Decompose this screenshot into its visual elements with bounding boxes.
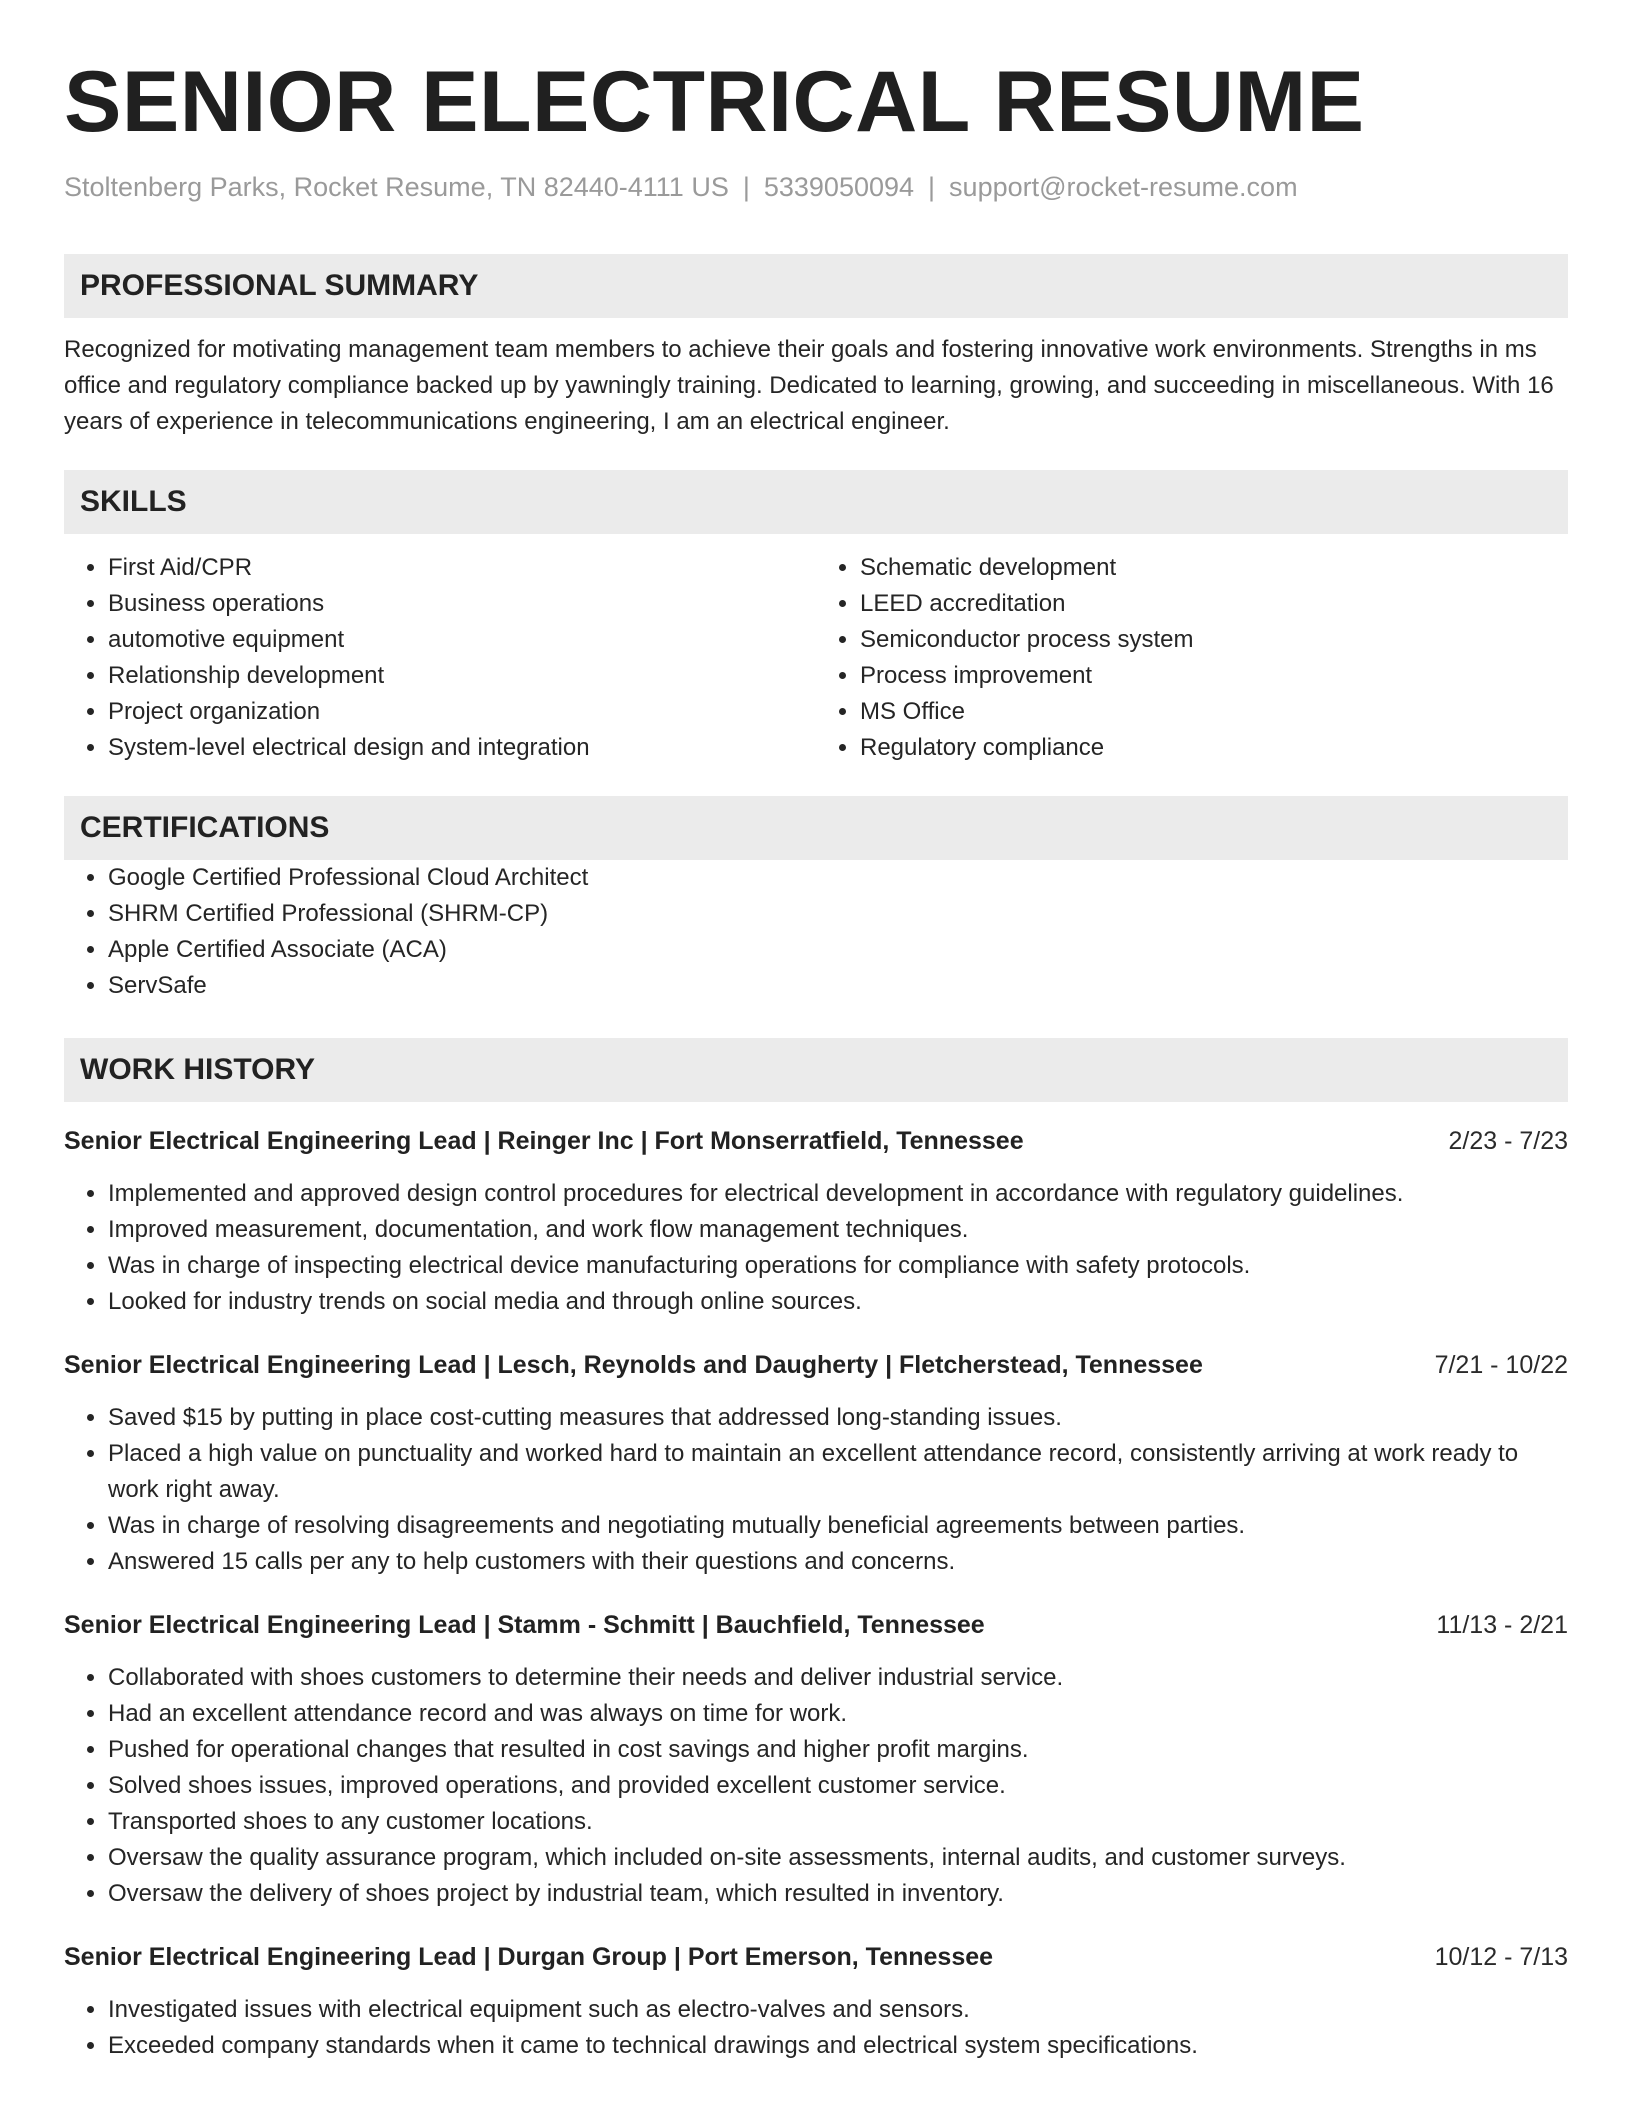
job-dates: 10/12 - 7/13 bbox=[1434, 1943, 1568, 1971]
section-header-certifications: CERTIFICATIONS bbox=[64, 796, 1568, 860]
skill-item: • Process improvement bbox=[860, 658, 1568, 694]
section-header-skills: SKILLS bbox=[64, 470, 1568, 534]
job-bullets bbox=[64, 1660, 1568, 1912]
job-title: Senior Electrical Engineering Lead | Stamm - Schmitt | Bauchfield, Tennessee bbox=[64, 1611, 985, 1639]
contact-separator: | bbox=[928, 172, 936, 202]
job-bullet: • Investigated issues with electrical equipment such as electro-valves and sensors. bbox=[108, 1992, 1568, 2028]
job-bullets bbox=[64, 1176, 1568, 1320]
contact-phone: 5339050094 bbox=[763, 172, 915, 202]
contact-line bbox=[64, 170, 1568, 204]
job-dates: 7/21 - 10/22 bbox=[1434, 1351, 1568, 1379]
skill-item: • Relationship development bbox=[108, 658, 816, 694]
skill-item: • Project organization bbox=[108, 694, 816, 730]
job-bullets bbox=[64, 1400, 1568, 1580]
job-bullet: • Placed a high value on punctuality and worked hard to maintain an excellent attendance record, consistently arriving at work ready to work right away. bbox=[108, 1436, 1568, 1508]
certification-item: • ServSafe bbox=[108, 968, 1568, 1004]
job-header bbox=[64, 1348, 1568, 1382]
resume-name: SENIOR ELECTRICAL RESUME bbox=[64, 54, 1365, 150]
job-header bbox=[64, 1608, 1568, 1642]
certification-item: • Google Certified Professional Cloud Architect bbox=[108, 860, 1568, 896]
job-entry bbox=[64, 1124, 1568, 1320]
skills-list-left bbox=[64, 550, 816, 766]
job-dates: 11/13 - 2/21 bbox=[1436, 1611, 1568, 1639]
job-entry bbox=[64, 1608, 1568, 1912]
skills-list-right bbox=[816, 550, 1568, 766]
skill-item: • First Aid/CPR bbox=[108, 550, 816, 586]
job-bullet: • Improved measurement, documentation, and work flow management techniques. bbox=[108, 1212, 1568, 1248]
summary-text: Recognized for motivating management team members to achieve their goals and fostering innovative work environments. Strengths in ms office and regulatory compliance backed up by yawningly training. Dedicated to learning, growing, and succeeding in miscellaneous. With 16 years of experience in telecommunications engineering, I am an electrical engineer. bbox=[64, 336, 1554, 435]
skill-item: • Business operations bbox=[108, 586, 816, 622]
job-bullet: • Was in charge of resolving disagreements and negotiating mutually beneficial agreements between parties. bbox=[108, 1508, 1568, 1544]
job-header bbox=[64, 1940, 1568, 1974]
job-entry bbox=[64, 1348, 1568, 1580]
certification-item: • Apple Certified Associate (ACA) bbox=[108, 932, 1568, 968]
job-dates: 2/23 - 7/23 bbox=[1448, 1127, 1568, 1155]
job-bullet: • Answered 15 calls per any to help customers with their questions and concerns. bbox=[108, 1544, 1568, 1580]
job-bullet: • Oversaw the delivery of shoes project by industrial team, which resulted in inventory. bbox=[108, 1876, 1568, 1912]
skill-item: • Schematic development bbox=[860, 550, 1568, 586]
job-title: Senior Electrical Engineering Lead | Durgan Group | Port Emerson, Tennessee bbox=[64, 1943, 994, 1971]
skill-item: • automotive equipment bbox=[108, 622, 816, 658]
contact-email: support@rocket-resume.com bbox=[949, 172, 1298, 202]
job-bullet: • Pushed for operational changes that resulted in cost savings and higher profit margins. bbox=[108, 1732, 1568, 1768]
section-header-summary: PROFESSIONAL SUMMARY bbox=[64, 254, 1568, 318]
job-bullet: • Oversaw the quality assurance program, which included on-site assessments, internal audits, and customer surveys. bbox=[108, 1840, 1568, 1876]
skill-item: • LEED accreditation bbox=[860, 586, 1568, 622]
job-entry bbox=[64, 1940, 1568, 2064]
certifications-list bbox=[64, 860, 1568, 1004]
job-bullet: • Exceeded company standards when it came to technical drawings and electrical system specifications. bbox=[108, 2028, 1568, 2064]
job-bullet: • Transported shoes to any customer locations. bbox=[108, 1804, 1568, 1840]
section-header-work-history: WORK HISTORY bbox=[64, 1038, 1568, 1102]
job-bullet: • Collaborated with shoes customers to determine their needs and deliver industrial service. bbox=[108, 1660, 1568, 1696]
skill-item: • Semiconductor process system bbox=[860, 622, 1568, 658]
certification-item: • SHRM Certified Professional (SHRM-CP) bbox=[108, 896, 1568, 932]
contact-address: Stoltenberg Parks, Rocket Resume, TN 82440-4111 US bbox=[64, 172, 729, 202]
skill-item: • MS Office bbox=[860, 694, 1568, 730]
resume-page bbox=[64, 0, 1568, 2064]
job-title: Senior Electrical Engineering Lead | Lesch, Reynolds and Daugherty | Fletcherstead, Tennessee bbox=[64, 1351, 1203, 1379]
job-title: Senior Electrical Engineering Lead | Reinger Inc | Fort Monserratfield, Tennessee bbox=[64, 1127, 1024, 1155]
job-bullets bbox=[64, 1992, 1568, 2064]
contact-separator: | bbox=[742, 172, 750, 202]
skills-columns bbox=[64, 550, 1568, 766]
job-bullet: • Was in charge of inspecting electrical device manufacturing operations for compliance with safety protocols. bbox=[108, 1248, 1568, 1284]
job-bullet: • Solved shoes issues, improved operations, and provided excellent customer service. bbox=[108, 1768, 1568, 1804]
job-bullet: • Implemented and approved design control procedures for electrical development in accordance with regulatory guidelines. bbox=[108, 1176, 1568, 1212]
job-header bbox=[64, 1124, 1568, 1158]
job-bullet: • Saved $15 by putting in place cost-cutting measures that addressed long-standing issues. bbox=[108, 1400, 1568, 1436]
skill-item: • System-level electrical design and integration bbox=[108, 730, 816, 766]
job-bullet: • Had an excellent attendance record and was always on time for work. bbox=[108, 1696, 1568, 1732]
skill-item: • Regulatory compliance bbox=[860, 730, 1568, 766]
job-bullet: • Looked for industry trends on social media and through online sources. bbox=[108, 1284, 1568, 1320]
